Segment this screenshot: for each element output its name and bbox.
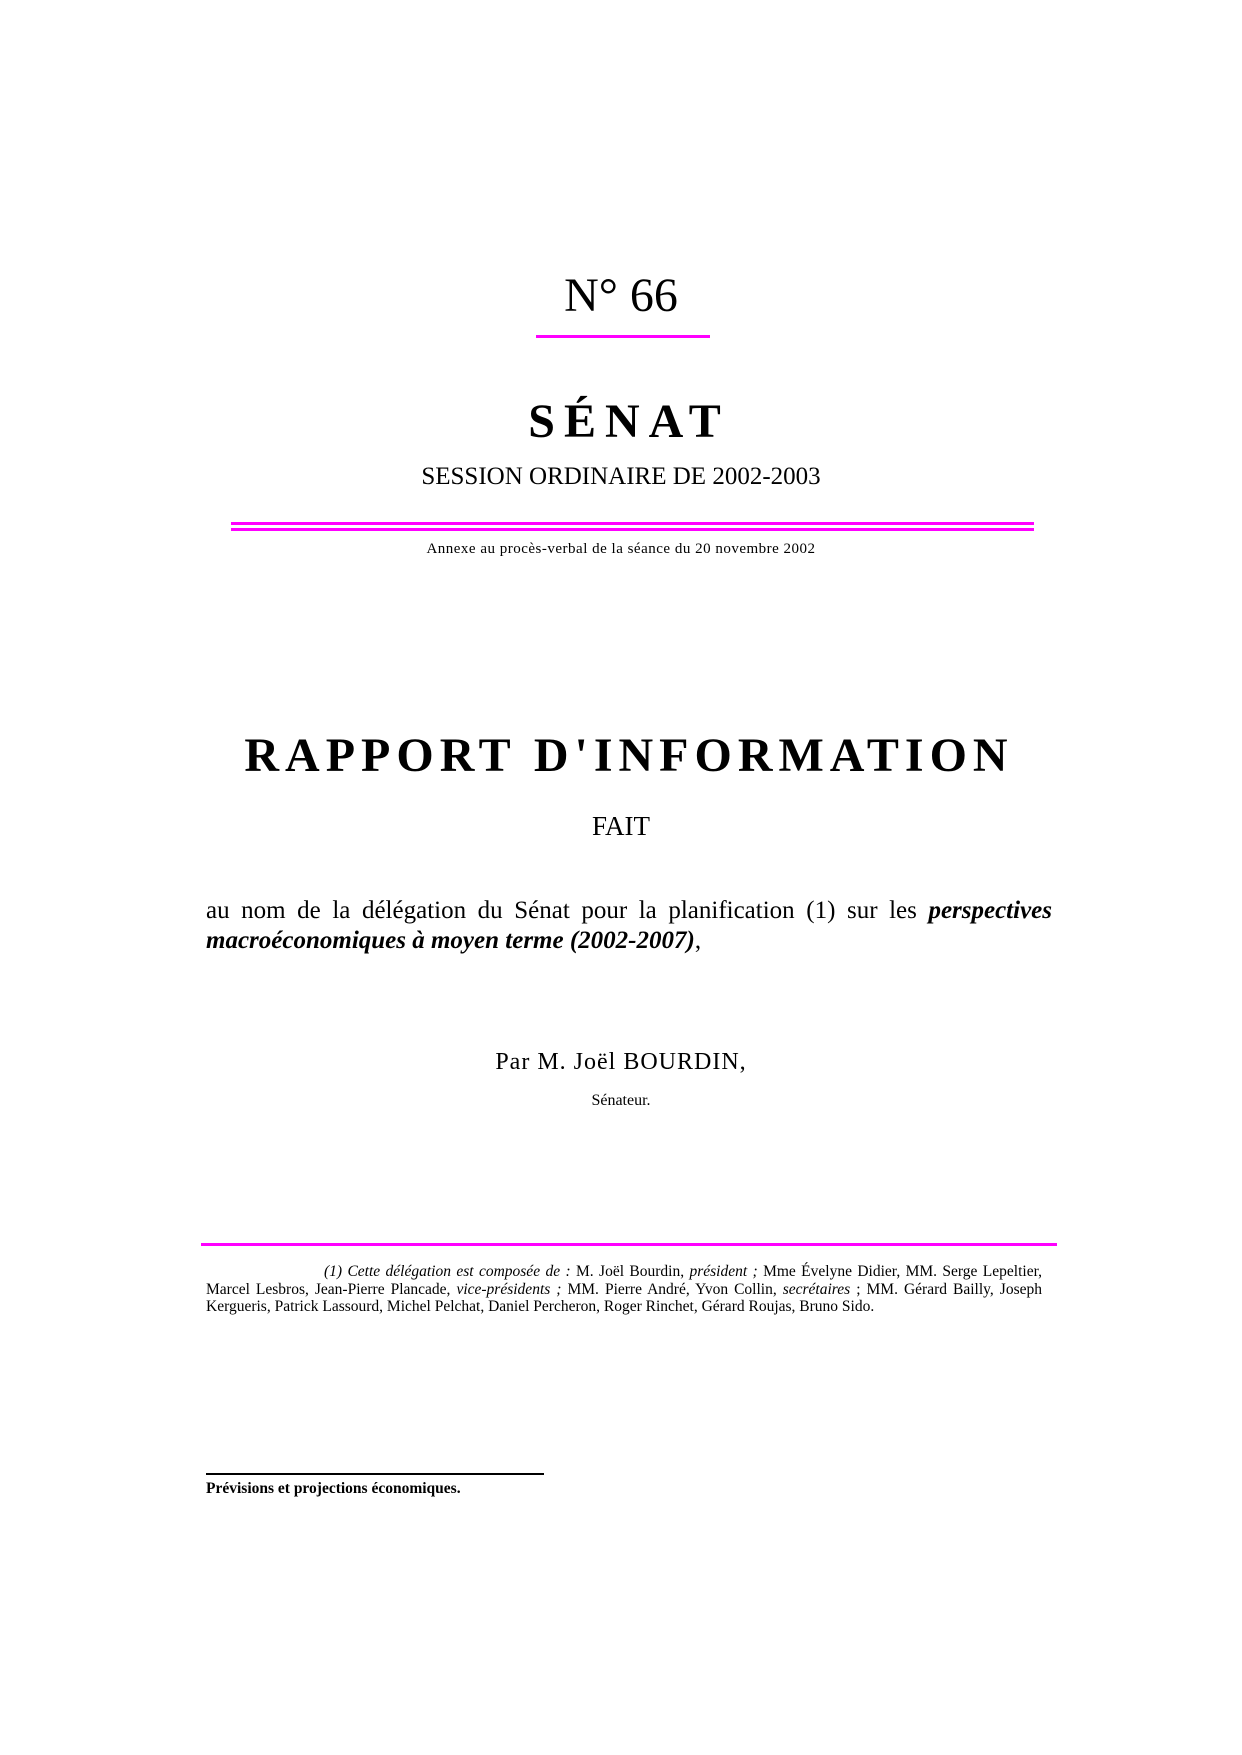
report-title: RAPPORT D'INFORMATION [244,729,1014,782]
session-double-rule-top [231,522,1034,525]
report-number: N° 66 [564,269,678,322]
object-emphasis: perspectives macroéconomiques à moyen terme (2002-2007) [206,897,1052,954]
annexe-line: Annexe au procès-verbal de la séance du 20 novembre 2002 [426,541,816,557]
number-underline [536,335,710,338]
keywords-rule [206,1473,544,1475]
author-role: Sénateur. [591,1092,651,1109]
footnote-role-president: président ; [689,1263,758,1280]
fait-label: FAIT [592,811,650,841]
author-line: Par M. Joël BOURDIN, [495,1049,747,1075]
footnote-role-secretaires: secrétaires [782,1280,851,1298]
footnote-part2: Mme Évelyne Didier, MM. Serge Lepeltier, Marcel Lesbros, Jean-Pierre Plancade, [206,1263,1042,1298]
chamber-title: SÉNAT [528,395,730,448]
report-object [206,896,1052,956]
object-prefix: au nom de la délégation du Sénat pour la planification (1) sur les [206,897,929,924]
footnote-rule [201,1243,1057,1246]
footnote-intro: (1) Cette délégation est composée de : [324,1263,571,1280]
delegation-footnote [206,1263,1042,1316]
footnote-part4: ; MM. Gérard Bailly, Joseph Kergueris, Patrick Lassourd, Michel Pelchat, Daniel Percheron, Roger Rinchet, Gérard Roujas, Bruno Sido. [206,1280,1042,1315]
footnote-part1: M. Joël Bourdin, [570,1263,690,1280]
session-line: SESSION ORDINAIRE DE 2002-2003 [421,463,821,490]
footnote-part3: MM. Pierre André, Yvon Collin, [561,1280,783,1298]
session-double-rule-bottom [231,528,1034,531]
footnote-role-vice-presidents: vice-présidents ; [456,1280,562,1298]
keywords-line: Prévisions et projections économiques. [206,1480,461,1497]
object-suffix: , [694,927,702,954]
